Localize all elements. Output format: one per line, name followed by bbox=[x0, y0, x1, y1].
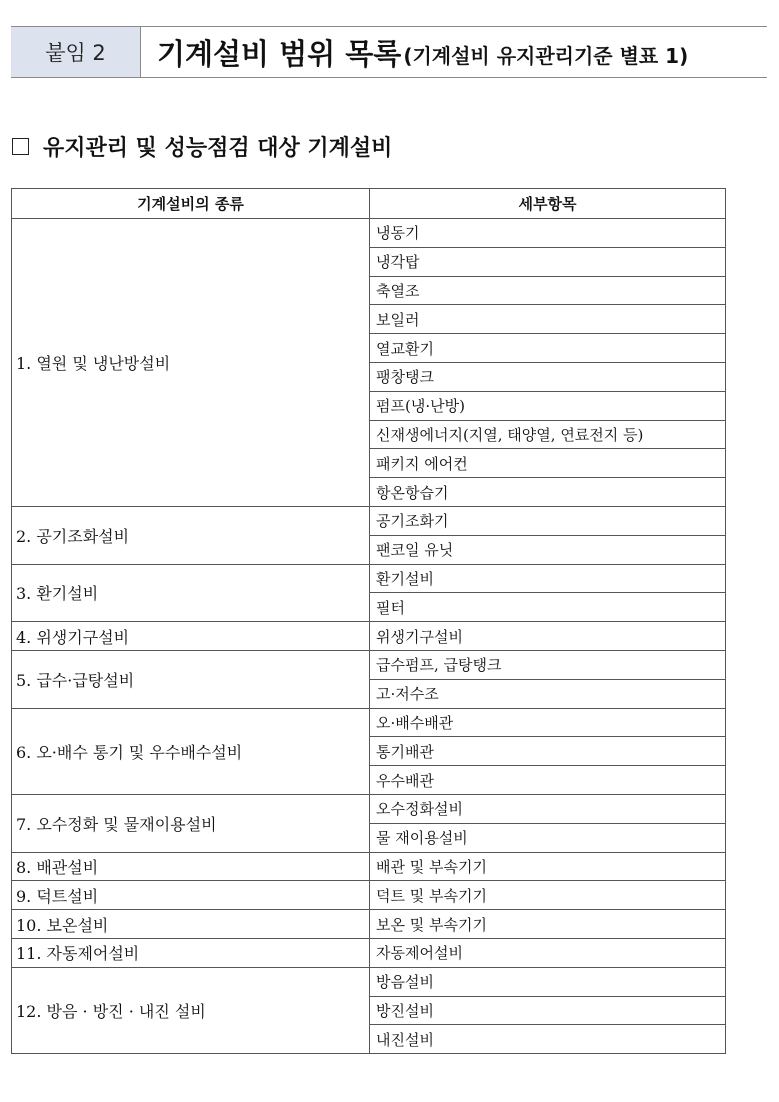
table-row bbox=[12, 938, 726, 967]
column-header-items: 세부항목 bbox=[370, 189, 726, 219]
item-cell: 팽창탱크 bbox=[370, 362, 726, 391]
category-cell: 1. 열원 및 냉난방설비 bbox=[12, 219, 370, 507]
category-cell: 12. 방음 · 방진 · 내진 설비 bbox=[12, 967, 370, 1053]
column-header-category: 기계설비의 종류 bbox=[12, 189, 370, 219]
document-title bbox=[141, 27, 767, 77]
item-cell: 급수펌프, 급탕탱크 bbox=[370, 650, 726, 679]
table-body bbox=[12, 219, 726, 1054]
item-cell: 냉각탑 bbox=[370, 247, 726, 276]
item-cell: 내진설비 bbox=[370, 1025, 726, 1054]
table-row bbox=[12, 910, 726, 939]
item-cell: 덕트 및 부속기기 bbox=[370, 881, 726, 910]
item-cell: 축열조 bbox=[370, 276, 726, 305]
item-cell: 고·저수조 bbox=[370, 679, 726, 708]
item-cell: 통기배관 bbox=[370, 737, 726, 766]
item-cell: 보일러 bbox=[370, 305, 726, 334]
item-cell: 공기조화기 bbox=[370, 506, 726, 535]
item-cell: 환기설비 bbox=[370, 564, 726, 593]
item-cell: 패키지 에어컨 bbox=[370, 449, 726, 478]
item-cell: 물 재이용설비 bbox=[370, 823, 726, 852]
item-cell: 냉동기 bbox=[370, 219, 726, 248]
item-cell: 보온 및 부속기기 bbox=[370, 910, 726, 939]
category-cell: 6. 오·배수 통기 및 우수배수설비 bbox=[12, 708, 370, 794]
table-row bbox=[12, 708, 726, 737]
item-cell: 팬코일 유닛 bbox=[370, 535, 726, 564]
item-cell: 필터 bbox=[370, 593, 726, 622]
item-cell: 위생기구설비 bbox=[370, 622, 726, 651]
title-main: 기계설비 범위 목록 bbox=[157, 36, 402, 71]
table-header-row bbox=[12, 189, 726, 219]
category-cell: 11. 자동제어설비 bbox=[12, 938, 370, 967]
section-heading bbox=[12, 131, 392, 162]
table-row bbox=[12, 967, 726, 996]
section-heading-text: 유지관리 및 성능점검 대상 기계설비 bbox=[43, 136, 393, 161]
item-cell: 방진설비 bbox=[370, 996, 726, 1025]
table-row bbox=[12, 506, 726, 535]
item-cell: 열교환기 bbox=[370, 334, 726, 363]
item-cell: 오·배수배관 bbox=[370, 708, 726, 737]
table-row bbox=[12, 564, 726, 593]
item-cell: 항온항습기 bbox=[370, 478, 726, 507]
category-cell: 5. 급수·급탕설비 bbox=[12, 650, 370, 708]
table-row bbox=[12, 794, 726, 823]
title-subtitle: (기계설비 유지관리기준 별표 1) bbox=[403, 43, 689, 68]
item-cell: 펌프(냉·난방) bbox=[370, 391, 726, 420]
category-cell: 9. 덕트설비 bbox=[12, 881, 370, 910]
category-cell: 7. 오수정화 및 물재이용설비 bbox=[12, 794, 370, 852]
category-cell: 8. 배관설비 bbox=[12, 852, 370, 881]
table-row bbox=[12, 881, 726, 910]
document-header bbox=[11, 26, 767, 78]
equipment-table bbox=[11, 188, 726, 1054]
attachment-label: 붙임 2 bbox=[11, 27, 141, 77]
table-row bbox=[12, 622, 726, 651]
item-cell: 방음설비 bbox=[370, 967, 726, 996]
item-cell: 우수배관 bbox=[370, 766, 726, 795]
table-row bbox=[12, 650, 726, 679]
checkbox-square-icon bbox=[12, 138, 29, 155]
item-cell: 오수정화설비 bbox=[370, 794, 726, 823]
category-cell: 10. 보온설비 bbox=[12, 910, 370, 939]
category-cell: 2. 공기조화설비 bbox=[12, 506, 370, 564]
table-row bbox=[12, 852, 726, 881]
category-cell: 4. 위생기구설비 bbox=[12, 622, 370, 651]
item-cell: 자동제어설비 bbox=[370, 938, 726, 967]
table-row bbox=[12, 219, 726, 248]
item-cell: 신재생에너지(지열, 태양열, 연료전지 등) bbox=[370, 420, 726, 449]
item-cell: 배관 및 부속기기 bbox=[370, 852, 726, 881]
category-cell: 3. 환기설비 bbox=[12, 564, 370, 622]
